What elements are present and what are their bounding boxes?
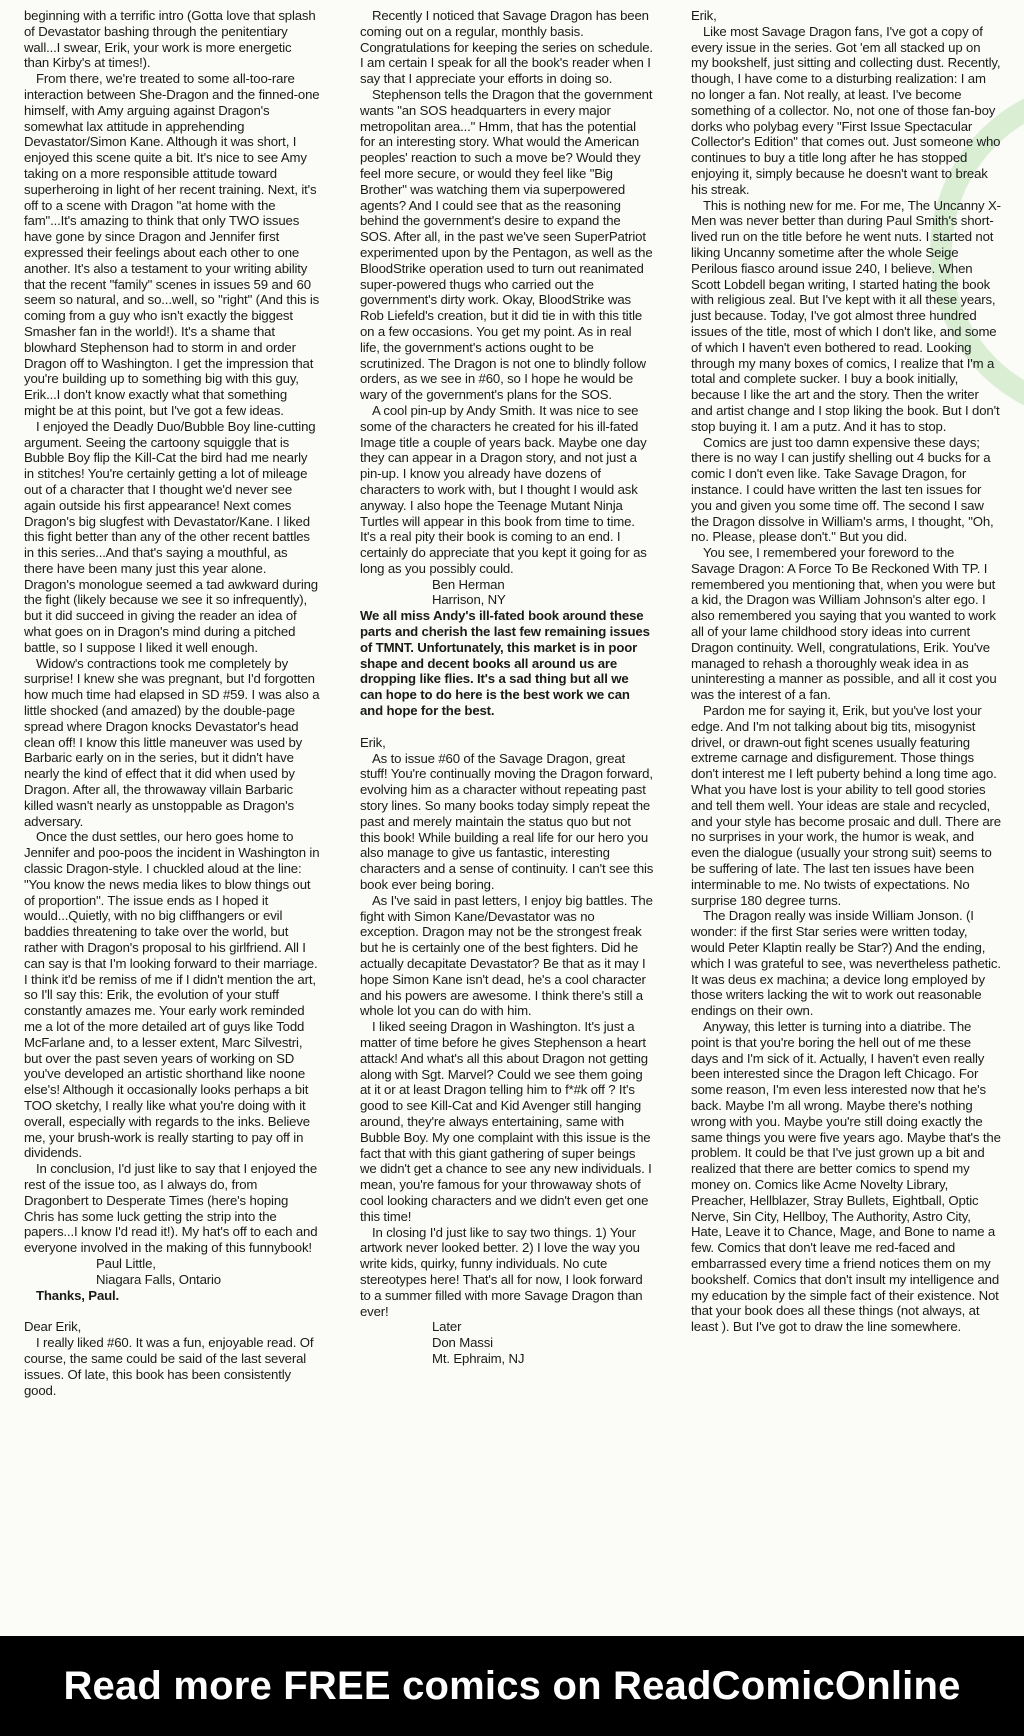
letter-paragraph: As to issue #60 of the Savage Dragon, great stuff! You're continually moving the Dragon forward, evolving him as a character without repeating past story lines. So many books today simply repeat the past and merely maintain the status quo but not this book! While building a real life for our hero you also manage to give us fantastic, interesting characters and a sense of continuity. I can't see this book ever being boring. <box>360 750 654 893</box>
letters-column-1 <box>24 8 320 1398</box>
letter-paragraph: The Dragon really was inside William Jonson. (I wonder: if the first Star series were written today, would Peter Klaptin really be Star?) And the ending, which I was grateful to see, was nevertheless pathetic. It was deus ex machina; a device long employed by those writers lacking the wit to work out reasonable endings on their own. <box>691 908 1001 1019</box>
signature-name: Paul Little, <box>96 1255 156 1271</box>
letter-paragraph: Like most Savage Dragon fans, I've got a copy of every issue in the series. Got 'em all stacked up on my bookshelf, just sitting and collecting dust. Recently, though, I have come to a disturbing realization: I am no longer a fan. Not really, at least. I've become something of a collector. No, not one of those fan-boy dorks who polybag every "First Issue Spectacular Collector's Edition" that comes out. Just someone who continues to buy a title long after he has stopped enjoying it, simply because he doesn't want to break his streak. <box>691 23 1001 197</box>
signature-location: Harrison, NY <box>432 592 506 608</box>
signature-name: Don Massi <box>432 1335 493 1351</box>
letter-salutation: Erik, <box>691 8 717 23</box>
letter-paragraph: A cool pin-up by Andy Smith. It was nice to see some of the characters he created for his ill-fated Image title a couple of years back. Maybe one day they can appear in a Dragon story, and not just a pin-up. I know you already have dozens of characters to work with, but I thought I would ask anyway. I also hope the Teenage Mutant Ninja Turtles will appear in this book from time to time. It's a real pity their book is coming to an end. I certainly do appreciate that you kept it going for as long as you possibly could. <box>360 402 647 576</box>
editor-reply: Thanks, Paul. <box>36 1287 120 1303</box>
signature-closing: Later <box>432 1319 462 1335</box>
letter-paragraph: Anyway, this letter is turning into a diatribe. The point is that you're boring the hell out of me these days and I'm sick of it. Actually, I haven't even really been interested since the Dragon left Chicago. For some reason, I'm even less interested now that he's back. Maybe I'm all wrong. Maybe there's nothing wrong with you. Maybe you're still doing exactly the same things you were five years ago. Maybe that's the problem. It could be that I've just grown up a bit and realized that there are better comics to spend my money on. Comics like Acme Novelty Library, Preacher, Hellblazer, Stray Bullets, Eightball, Optic Nerve, Sin City, Hellboy, The Authority, Astro City, Hate, Leave it to Chance, Mage, and Bone to name a few. Comics that don't leave me red-faced and embarrassed every time a friend notices them on my bookshelf. Comics that don't insult my intelligence and my education by the simple fact of their existence. Not that your book does all these things (not always, at least ). But I've got to draw the line somewhere. <box>691 1019 1001 1335</box>
letter-paragraph: As I've said in past letters, I enjoy big battles. The fight with Simon Kane/Devastator was no exception. Dragon may not be the strongest freak but he is certainly one of the best fighters. Did he actually decapitate Devastator? Be that as it may I hope Simon Kane isn't dead, he's a cool character and his powers are awesome. I think there's still a whole lot you can do with him. <box>360 892 653 1019</box>
promo-banner[interactable] <box>0 1636 1024 1736</box>
signature-name: Ben Herman <box>432 576 505 592</box>
letters-column-2 <box>360 8 654 1367</box>
letter-paragraph: From there, we're treated to some all-too-rare interaction between She-Dragon and the finned-one himself, with Amy arguing against Dragon's somewhat lax attitude in apprehending Devastator/Simon Kane. Although it was short, I enjoyed this scene quite a bit. It's nice to see Amy taking on a more responsible attitude toward superheroing in light of her recent training. Next, it's off to a scene with Dragon "at home with the fam"...It's amazing to think that only TWO issues have gone by since Dragon and Jennifer first expressed their feelings about each other to one another. It's also a testament to your writing ability that the recent "family" scenes in issues 59 and 60 seem so natural, and so...well, so "right" (And this is coming from a guy who isn't exactly the biggest Smasher fan in the world!). It's a shame that blowhard Stephenson had to storm in and order Dragon off to Washington. I get the impression that you're building up to something big with this guy, Erik...I don't know exactly what that something might be at this point, but I've got a few ideas. <box>24 71 320 418</box>
letter-paragraph: Comics are just too damn expensive these days; there is no way I can justify shelling out 4 bucks for a comic I don't even like. Take Savage Dragon, for instance. I could have written the last ten issues for you and given you some time off. The second I saw the Dragon dissolve in William's arms, I thought, "Oh, no. Please, please don't." But you did. <box>691 434 994 545</box>
letter-paragraph: Pardon me for saying it, Erik, but you've lost your edge. And I'm not talking about big tits, misogynist drivel, or drawn-out fight scenes usually featuring extreme carnage and disfigurement. Those things don't interest me I left puberty behind a long time ago. What you have lost is your ability to tell good stories and tell them well. Your ideas are stale and recycled, and your style has become prosaic and dull. There are no surprises in your work, the humor is weak, and even the dialogue (usually your strong suit) seems to be suffering of late. The last ten issues have been interminable to me. No twists of expectations. No surprise 180 degree turns. <box>691 703 1001 908</box>
letter-paragraph: I liked seeing Dragon in Washington. It's just a matter of time before he gives Stephenson a heart attack! And what's all this about Dragon not getting along with Sgt. Marvel? Could we see them going at it or at least Dragon telling him to f*#k off ? It's good to see Kill-Cat and Kid Avenger still hanging around, they're always entertaining, same with Bubble Boy. My one complaint with this issue is the fact that with this giant gathering of super beings we didn't get a chance to see any new individuals. I mean, you're famous for your throwaway shots of cool looking characters and we didn't even get one this time! <box>360 1019 652 1224</box>
signature-location: Mt. Ephraim, NJ <box>432 1350 525 1366</box>
letter-paragraph: Recently I noticed that Savage Dragon has been coming out on a regular, monthly basis. Congratulations for keeping the series on schedule. I am certain I speak for all the book's reader when I say that I appreciate your efforts in doing so. <box>360 8 653 87</box>
letters-column-3 <box>691 8 1001 1335</box>
letter-paragraph: I really liked #60. It was a fun, enjoyable read. Of course, the same could be said of the last several issues. Of late, this book has been consistently good. <box>24 1335 314 1398</box>
letter-salutation: Dear Erik, <box>24 1319 82 1335</box>
letter-paragraph: I enjoyed the Deadly Duo/Bubble Boy line-cutting argument. Seeing the cartoony squiggle that is Bubble Boy flip the Kill-Cat the bird had me nearly in stitches! You're certainly getting a lot of mileage out of a character that I thought we'd never see again outside his first appearance! Next comes Dragon's big slugfest with Devastator/Kane. I liked this fight better than any of the other recent battles in this series...And that's saying a mouthful, as there have been many just this year alone. Dragon's monologue seemed a tad awkward during the fight (likely because we see it so infrequently), but it did succeed in giving the reader an idea of what goes on in Dragon's mind during a pitched battle, so I suppose I liked it well enough. <box>24 418 318 655</box>
letter-paragraph: Once the dust settles, our hero goes home to Jennifer and poo-poos the incident in Washington in classic Dragon-style. I chuckled aloud at the line: "You know the news media likes to blow things out of proportion". The issue ends as I hoped it would...Quietly, with no big cliffhangers or evil baddies threatening to take over the world, but rather with Dragon's proposal to his girlfriend. All I can say is that I'm looking forward to their marriage. I think it'd be remiss of me if I didn't mention the art, so I'll say this: Erik, the evolution of your stuff constantly amazes me. Your early work reminded me a lot of the more detailed art of guys like Todd McFarlane and, to a lesser extent, Marc Silvestri, but over the past seven years of working on SD you've developed an artistic shorthand like noone else's! Although it occasionally looks perhaps a bit TOO sketchy, I really like what you're doing with it overall, especially with regards to the inks. Believe me, your brush-work is really starting to pay off in dividends. <box>24 829 320 1161</box>
promo-banner-text[interactable]: Read more FREE comics on ReadComicOnline <box>63 1663 961 1708</box>
signature-location: Niagara Falls, Ontario <box>96 1271 221 1287</box>
letter-paragraph: Widow's contractions took me completely by surprise! I knew she was pregnant, but I'd forgotten how much time had elapsed in SD #59. I was also a little shocked (and amazed) by the double-page spread where Dragon knocks Devastator's head clean off! I know this little maneuver was used by Barbaric early on in the series, but it didn't have nearly the kind of effect that it did when used by Dragon. After all, the throwaway villain Barbaric killed wasn't nearly as unstoppable as Dragon's adversary. <box>24 655 320 829</box>
letter-paragraph: Stephenson tells the Dragon that the government wants "an SOS headquarters in every major metropolitan area..." Hmm, that has the potential for an interesting story. What would the American peoples' reaction to such a move be? Would they feel more secure, or would they feel like "Big Brother" was watching them via superpowered agents? And I could see that as the reasoning behind the government's desire to expand the SOS. After all, in the past we've seen SuperPatriot experimented upon by the Pentagon, as well as the BloodStrike operation used to turn out reanimated super-powered thugs who carried out the government's dirty work. Okay, BloodStrike was Rob Liefeld's creation, but it did tie in with this title on a few occasions. You get my point. As in real life, the government's actions ought to be scrutinized. The Dragon is not one to blindly follow orders, as we see in #60, so I hope he would be wary of the government's plans for the SOS. <box>360 86 653 403</box>
letter-salutation: Erik, <box>360 734 386 750</box>
letter-paragraph: In closing I'd just like to say two things. 1) Your artwork never looked better. 2) I love the way you write kids, quirky, funny individuals. No cute stereotypes here! That's all for now, I look forward to a summer filled with more Savage Dragon than ever! <box>360 1224 643 1319</box>
letter-paragraph: beginning with a terrific intro (Gotta love that splash of Devastator bashing through the penitentiary wall...I swear, Erik, your work is more energetic than Kirby's at times!). <box>24 8 316 71</box>
letter-paragraph: This is nothing new for me. For me, The Uncanny X-Men was never better than during Paul Smith's short-lived run on the title before he went nuts. I started not liking Uncanny sometime after the whole Seige Perilous fiasco around issue 240, I believe. When Scott Lobdell began writing, I started hating the book with religious zeal. But I've kept with it all these years, just because. Today, I've got almost three hundred issues of the title, most of which I don't like, and some of which I haven't even bothered to read. Looking through my many boxes of comics, I realize that I'm a total and complete sucker. I buy a book initially, because I like the art and the story. Then the writer and artist change and I stop liking the book. But I don't stop buying it. I am a putz. And it has to stop. <box>691 197 1001 434</box>
editor-reply: We all miss Andy's ill-fated book around these parts and cherish the last few remaining issues of TMNT. Unfortunately, this market is in poor shape and decent books all around us are dropping like flies. It's a sad thing but all we can hope to do here is the best work we can and hope for the best. <box>360 608 650 719</box>
letter-paragraph: In conclusion, I'd just like to say that I enjoyed the rest of the issue too, as I always do, from Dragonbert to Desperate Times (here's hoping Chris has some luck getting the strip into the papers...I know I'd read it!). My hat's off to each and everyone involved in the making of this funnybook! <box>24 1161 318 1256</box>
letter-paragraph: You see, I remembered your foreword to the Savage Dragon: A Force To Be Reckoned With TP. I remembered you mentioning that, when you were but a kid, the Dragon was William Johnson's alter ego. I also remembered you saying that you wanted to work all of your lame childhood story ideas into current Dragon continuity. Well, congratulations, Erik. You've managed to rehash a thoroughly weak idea in as uninteresting a manner as possible, and all it cost you was the interest of a fan. <box>691 545 997 703</box>
